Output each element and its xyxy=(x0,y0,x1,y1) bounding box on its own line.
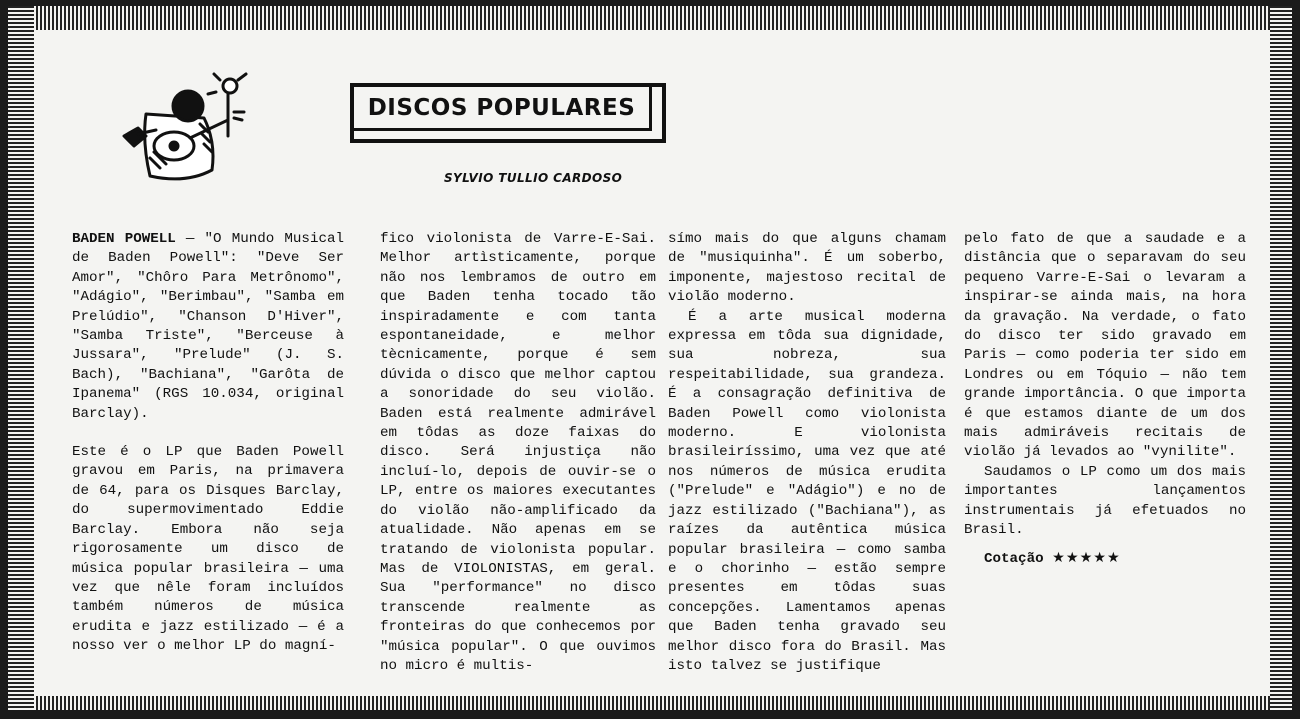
article-column-4 xyxy=(964,230,1246,569)
author-byline: SYLVIO TULLIO CARDOSO xyxy=(444,171,623,185)
article-column-1 xyxy=(72,230,344,657)
rating-label: Cotação xyxy=(984,550,1044,567)
guitarist-illustration xyxy=(116,72,261,187)
paragraph: fico violonista de Varre-E-Sai. Melhor artìsticamente, porque não nos lembramos de outro em que Baden tenha tocado tão inspiradamente e com tanta espontaneidade, e melhor tècnicamente, porque é sem dúvida o disco que melhor captou a sonoridade do seu violão. Baden está realmente admirável em tôdas as doze faixas do disco. Será injustiça não incluí-lo, depois de ouvir-se o LP, entre os maiores executantes do violão não-amplificado da atualidade. Não apenas em se tratando de violonista popular. Mas de VIOLONISTAS, em geral. Sua "performance" no disco transcende realmente as fronteiras do que conhecemos por "música popular". O que ouvimos no micro é multis- xyxy=(380,231,656,674)
paragraph: símo mais do que alguns chamam de "musiquinha". É um soberbo, imponente, majestoso recital de violão moderno. xyxy=(668,231,946,306)
paragraph: Saudamos o LP como um dos mais importantes lançamentos instrumentais já efetuados no Brasil. xyxy=(964,463,1246,539)
paragraph: Este é o LP que Baden Powell gravou em Paris, na primavera de 64, para os Disques Barclay, do supermovimentado Eddie Barclay. Embora não seja rigorosamente um disco de música popular brasileira — uma vez que nêle foram incluídos também números de música erudita e jazz estilizado — é a nosso ver o melhor LP do magní- xyxy=(72,444,344,655)
right-border-rule xyxy=(1270,6,1292,710)
article-column-3 xyxy=(668,230,946,676)
section-title: DISCOS POPULARES xyxy=(367,94,636,121)
newspaper-page xyxy=(8,6,1292,710)
paragraph: pelo fato de que a saudade e a distância que o separavam do seu pequeno Varre-E-Sai o levaram a inspirar-se ainda mais, na hora da gravação. Na verdade, o fato do disco ter sido gravado em Paris — como poderia ter sido em Londres ou em Tóquio — não tem grande importância. O que importa é que estamos diante de um dos mais admiráveis recitais de violão já levados ao "vynilite". xyxy=(964,231,1246,461)
track-list: — "O Mundo Musical de Baden Powell": "Deve Ser Amor", "Chôro Para Metrônomo", "Adágio", "Berimbau", "Samba em Prelúdio", "Chanson D'Hiver", "Samba Triste", "Berceuse à Jussara", "Prelude" (J. S. Bach), "Bachiana", "Garôta de Ipanema" (RGS 10.034, original Barclay). xyxy=(72,231,344,422)
record-listing xyxy=(72,230,344,424)
rating-stars: ★★★★★ xyxy=(1052,549,1121,566)
bottom-border-rule xyxy=(8,696,1292,710)
rating xyxy=(964,549,1246,569)
section-title-box xyxy=(350,83,666,143)
left-border-rule xyxy=(8,6,34,710)
artist-name: BADEN POWELL xyxy=(72,231,176,247)
paragraph: É a arte musical moderna expressa em tôda sua dignidade, sua nobreza, sua respeitabilidade, sua grandeza. É a consagração definitiva de Baden Powell como violonista moderno. E violonista brasileiríssimo, uma vez que até nos números de música erudita ("Prelude" e "Adágio") e no de jazz estilizado ("Bachiana"), as raízes da autêntica música popular brasileira — como samba e o chorinho — estão sempre presentes em tôdas suas concepções. Lamentamos apenas que Baden tenha gravado seu melhor disco fora do Brasil. Mas isto talvez se justifique xyxy=(668,308,946,674)
article-column-2 xyxy=(380,230,656,676)
top-border-rule xyxy=(8,6,1292,30)
